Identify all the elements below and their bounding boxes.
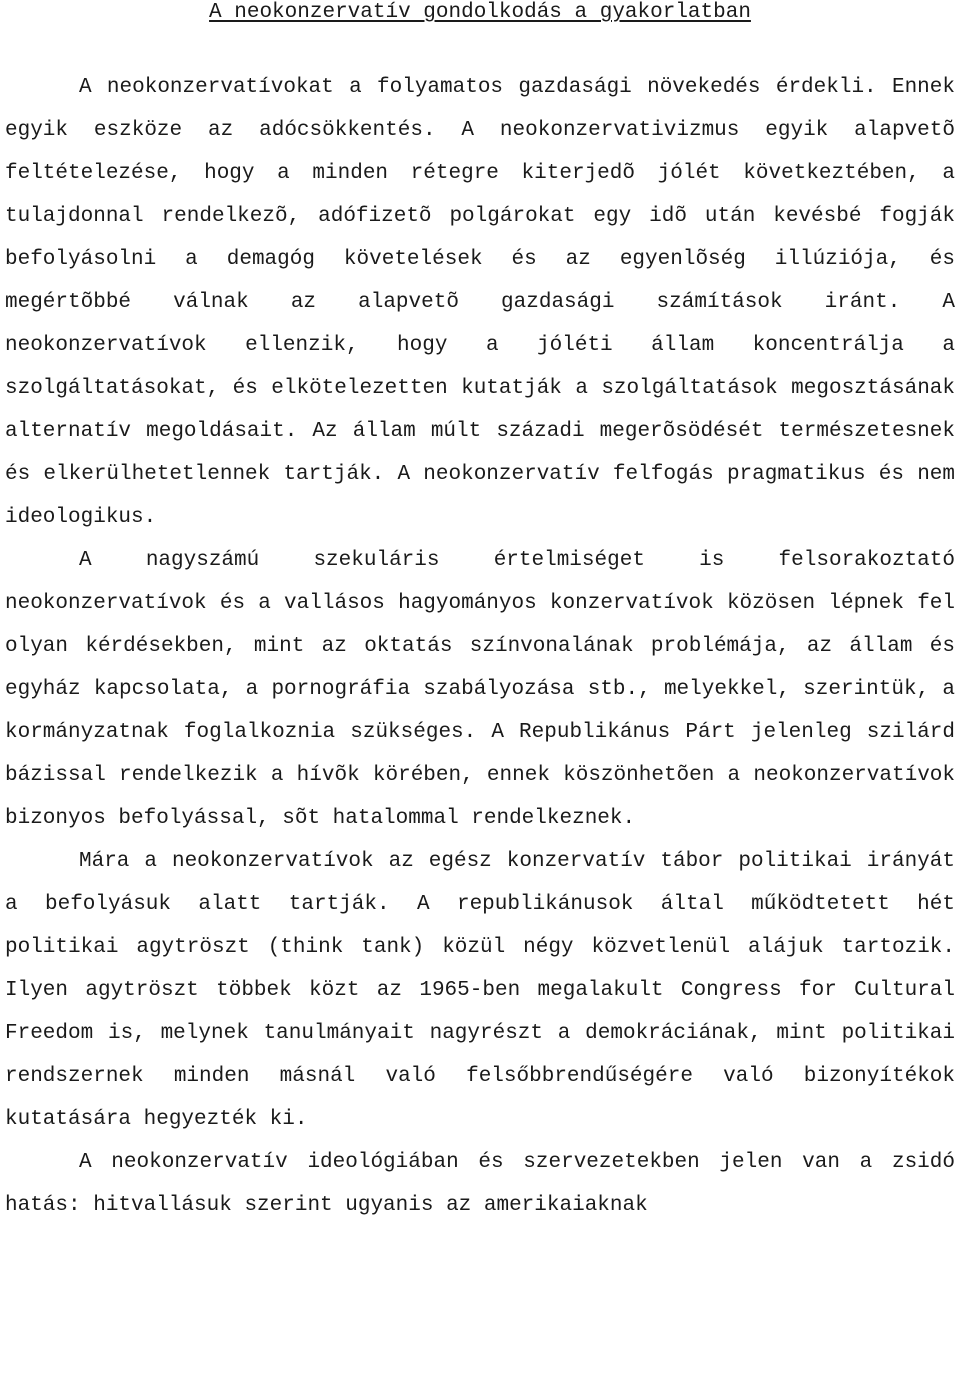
paragraph-think-tanks: Mára a neokonzervatívok az egész konzervatív tábor politikai irányát a befolyásuk alatt tartják. A republikánusok által működtetett hét politikai agytröszt (think tank) közül négy közvetlenül alájuk tartozik. Ilyen agytröszt többek közt az 1965-ben megalakult Congress for Cultural Freedom is, melynek tanulmányait nagyrészt a demokráciának, mint politikai rendszernek minden másnál való felsőbbrendűségére való bizonyítékok kutatására hegyezték ki. xyxy=(5,850,955,1131)
document-title: A neokonzervatív gondolkodás a gyakorlatban xyxy=(209,1,751,24)
paragraph-secular-intellectuals: A nagyszámú szekuláris értelmiséget is felsorakoztató neokonzervatívok és a vallásos hagyományos konzervatívok közösen lépnek fel olyan kérdésekben, mint az oktatás színvonalának problémája, az állam és egyház kapcsolata, a pornográfia szabályozása stb., melyekkel, szerintük, a kormányzatnak foglalkoznia szükséges. A Republikánus Párt jelenleg szilárd bázissal rendelkezik a hívõk körében, ennek köszönhetõen a neokonzervatívok bizonyos befolyással, sõt hatalommal rendelkeznek. xyxy=(5,549,955,830)
paragraph-ideology: A neokonzervatív ideológiában és szervezetekben jelen van a zsidó hatás: hitvallásuk szerint ugyanis az amerikaiaknak xyxy=(5,1151,955,1217)
document-page xyxy=(5,0,955,1227)
paragraph-economic-growth: A neokonzervatívokat a folyamatos gazdasági növekedés érdekli. Ennek egyik eszköze az adócsökkentés. A neokonzervativizmus egyik alapvetõ feltételezése, hogy a minden rétegre kiterjedõ jólét következtében, a tulajdonnal rendelkezõ, adófizetõ polgárokat egy idõ után kevésbé fogják befolyásolni a demagóg követelések és az egyenlõség illúziója, és megértõbbé válnak az alapvetõ gazdasági számítások iránt. A neokonzervatívok ellenzik, hogy a jóléti állam koncentrálja a szolgáltatásokat, és elkötelezetten kutatják a szolgáltatások megosztásának alternatív megoldásait. Az állam múlt századi megerõsödését természetesnek és elkerülhetetlennek tartják. A neokonzervatív felfogás pragmatikus és nem ideologikus. xyxy=(5,76,955,529)
